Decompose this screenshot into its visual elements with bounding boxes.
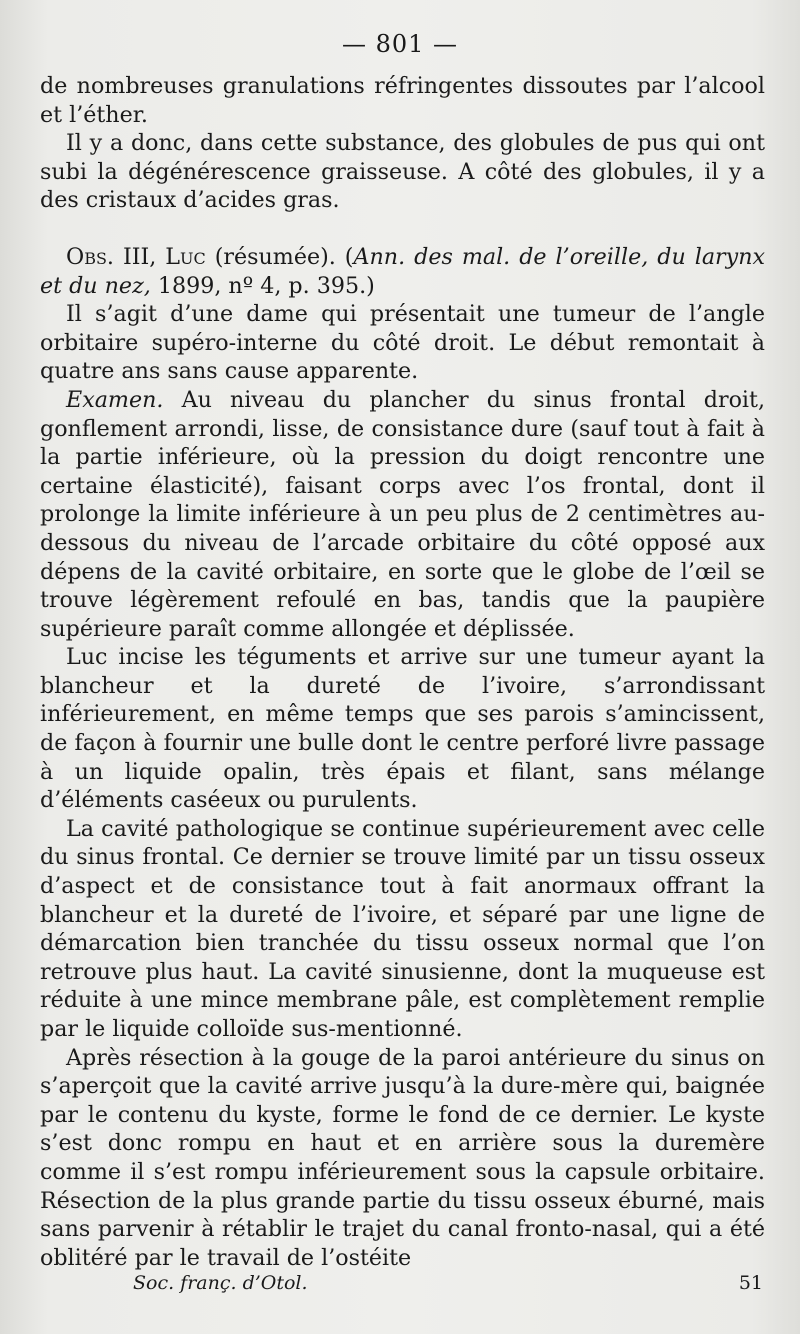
page-footer bbox=[133, 1272, 763, 1294]
observation-journal: Ann. des mal. de l’oreille, du larynx et du nez, bbox=[40, 243, 766, 299]
page-number: — 801 — bbox=[341, 30, 459, 58]
paragraph: La cavité pathologique se continue supérieurement avec celle du sinus frontal. Ce dernier se trouve limité par un tissu osseux d’aspect et de consistance tout à fait anormaux offrant la blancheur et la dureté de l’ivoire, et séparé par une ligne de démarcation bien tranchée du tissu osseux normal que l’on retrouve plus haut. La cavité sinusienne, dont la muqueuse est réduite à une mince membrane pâle, est complètement remplie par le liquide colloïde sus-mentionné. bbox=[40, 815, 765, 1042]
observation-heading bbox=[40, 243, 765, 300]
paragraph: Il s’agit d’une dame qui présentait une tumeur de l’angle orbitaire supéro-interne du côté droit. Le début remontait à quatre ans sans cause apparente. bbox=[40, 301, 765, 385]
paragraph: Après résection à la gouge de la paroi antérieure du sinus on s’aperçoit que la cavité arrive jusqu’à la dure-mère qui, baignée par le contenu du kyste, forme le fond de ce dernier. Le kyste s’est donc rompu en haut et en arrière sous la duremère comme il s’est rompu inférieurement sous la capsule orbitaire. Résection de la plus grande partie du tissu osseux éburné, mais sans parvenir à rétablir le trajet du canal fronto-nasal, qui a été oblitéré par le travail de l’ostéite bbox=[40, 1044, 765, 1271]
paragraph: de nombreuses granulations réfringentes dissoutes par l’alcool et l’éther. bbox=[40, 73, 765, 128]
paragraph: Luc incise les téguments et arrive sur une tumeur ayant la blancheur et la dureté de l’ivoire, s’arrondissant inférieurement, en même temps que ses parois s’amincissent, de façon à fournir une bulle dont le centre perforé livre passage à un liquide opalin, très épais et filant, sans mélange d’éléments caséeux ou purulents. bbox=[40, 644, 765, 814]
footer-signature: 51 bbox=[738, 1272, 763, 1294]
observation-citation: 1899, nº 4, p. 395.) bbox=[150, 272, 375, 299]
footer-journal: Soc. franç. d’Otol. bbox=[133, 1272, 308, 1294]
observation-resumee: (résumée). ( bbox=[205, 243, 354, 270]
observation-label: Obs. III, Luc bbox=[66, 243, 206, 270]
examen-text: Au niveau du plancher du sinus frontal droit, gonflement arrondi, lisse, de consistance dure (sauf tout à fait à la partie inférieure, où la pression du doigt rencontre une certaine élasticité), faisant corps avec l’os frontal, dont il prolonge la limite inférieure à un peu plus de 2 centimètres au-dessous du niveau de l’arcade orbitaire du côté opposé aux dépens de la cavité orbitaire, en sorte que le globe de l’œil se trouve légèrement refoulé en bas, tandis que la paupière supérieure paraît comme allongée et déplissée. bbox=[40, 386, 765, 642]
examen-paragraph bbox=[40, 386, 765, 643]
paragraph: Il y a donc, dans cette substance, des globules de pus qui ont subi la dégénérescence graisseuse. A côté des globules, il y a des cristaux d’acides gras. bbox=[40, 130, 765, 214]
page-body bbox=[40, 72, 765, 1272]
examen-label: Examen. bbox=[66, 386, 164, 413]
